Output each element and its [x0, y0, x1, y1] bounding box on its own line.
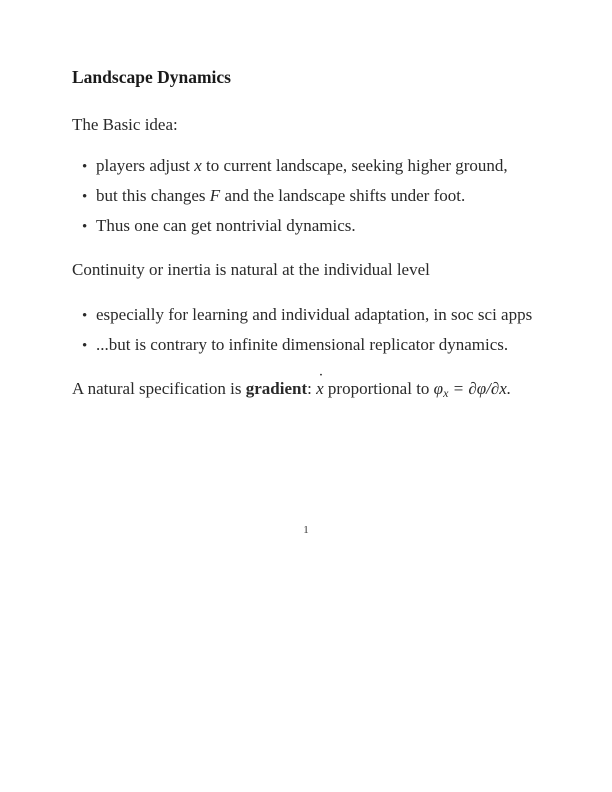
- math-variable: F: [209, 186, 221, 205]
- section-title: Landscape Dynamics: [72, 67, 231, 87]
- bullet-icon: •: [82, 308, 88, 324]
- list-item: • players adjust x to current landscape, seeking higher ground,: [82, 155, 508, 185]
- gradient-text: A natural specification is gradient: ˙ x proportional to $\varphi_x = \partial\varphi/\partial x$.: [72, 378, 511, 404]
- math-equation: = ∂φ/∂x.: [448, 379, 512, 398]
- bullet-list-basic-idea: [82, 155, 508, 245]
- math-subscript: x: [443, 386, 449, 400]
- list-item: • Thus one can get nontrivial dynamics.: [82, 215, 508, 245]
- math-xdot: ˙ x: [316, 378, 324, 400]
- gradient-term: gradient: [245, 379, 308, 398]
- continuity-text: Continuity or inertia is natural at the individual level: [72, 260, 430, 279]
- math-variable: x: [194, 156, 202, 175]
- bullet-list-continuity: [82, 304, 532, 364]
- list-item: • especially for learning and individual adaptation, in soc sci apps: [82, 304, 532, 334]
- math-phi: φ: [433, 379, 444, 398]
- intro-text: The Basic idea:: [72, 115, 178, 134]
- list-item: • ...but is contrary to infinite dimensional replicator dynamics.: [82, 334, 532, 364]
- bullet-icon: •: [82, 189, 88, 205]
- page-number: 1: [303, 524, 309, 536]
- bullet-icon: •: [82, 219, 88, 235]
- list-item: • but this changes F and the landscape shifts under foot.: [82, 185, 508, 215]
- bullet-icon: •: [82, 338, 88, 354]
- bullet-icon: •: [82, 159, 88, 175]
